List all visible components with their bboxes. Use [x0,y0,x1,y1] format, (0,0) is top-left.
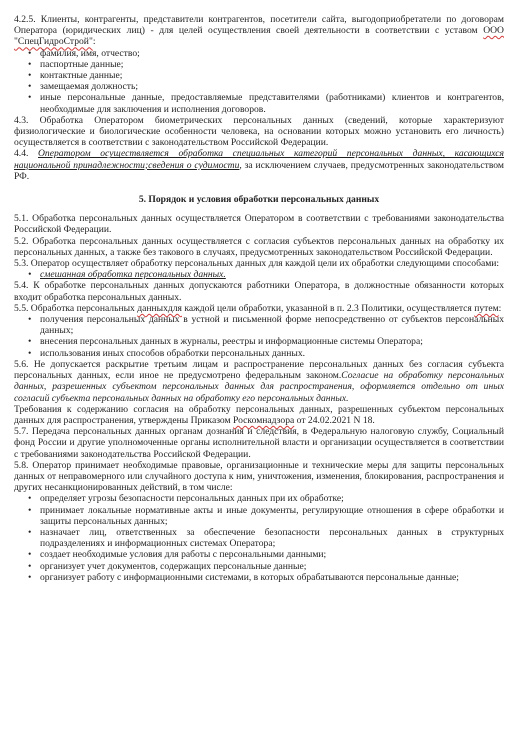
paragraph-text: : [92,36,96,48]
paragraph-5-5 [14,303,504,314]
list-5-3 [14,269,504,280]
paragraph-4-2-5 [14,14,504,48]
list-item: • принимает локальные нормативные акты и иные документы, регулирующие отношения в сфере обработки и защиты персональных данных; [40,505,504,527]
list-item: • определяет угрозы безопасности персональных данных при их обработке; [40,493,504,504]
paragraph-text: 5.5. Обработка персональных [14,302,138,314]
flagged-word: данныхдля [137,302,182,314]
list-4-2-5 [14,48,504,115]
paragraph-text: , за исключением случаев, предусмотренных законодательством РФ. [14,159,504,182]
flagged-word: Роскомнадзора [233,414,295,426]
paragraph-text: 4.4. [14,148,38,160]
list-item: • замещаемая должность; [40,81,504,92]
paragraph-5-8: 5.8. Оператор принимает необходимые правовые, организационные и технические меры для защиты персональных данных от неправомерного или случайного доступа к ним, уничтожения, изменения, блокирования, распространения и других несанкционированных действий, в том числе: [14,459,504,494]
list-item: • внесения персональных данных в журналы, реестры и информационные системы Оператора; [40,336,504,347]
paragraph-text: от 24.02.2021 N 18. [294,414,375,426]
list-item: • контактные данные; [40,70,504,81]
paragraph-5-6-requirements [14,404,504,426]
paragraph-text: 5.6. Не допускается раскрытие третьим лицам и распространение персональных данных без согласия субъекта персональных данных, если иное не предусмотрено федеральным законом. [14,358,504,382]
paragraph-text: : [498,302,502,314]
paragraph-italic-text: Согласие на обработку персональных данных, разрешенных субъектом персональных данных для распространения, оформляется отдельно от иных согласий субъекта персональных данных на обработку его персональных данных. [14,370,504,404]
paragraph-4-3: 4.3. Обработка Оператором биометрических персональных данных (сведений, которые характеризуют физиологические и биологические особенности человека, на основании которых можно установить его личность) осуществляется в соответствии с законодательством Российской Федерации. [14,114,504,149]
paragraph-5-1: 5.1. Обработка персональных данных осуществляется Оператором в соответствии с требованиями законодательства Российской Федерации. [14,213,504,236]
list-item: • получения персональных данных в устной и письменной форме непосредственно от субъектов персональных данных; [40,314,504,336]
paragraph-text: Требования к содержанию согласия на обработку персональных данных, разрешенных субъектом персональных данных для распространения, утверждены Приказом [14,403,504,426]
list-item: • создает необходимые условия для работы с персональными данными; [40,549,504,560]
paragraph-5-6 [14,359,504,404]
list-item: • организует работу с информационными системами, в которых обрабатываются персональные данные; [40,572,504,583]
list-item: • смешанная обработка персональных данных. [40,269,504,280]
list-item: • организует учет документов, содержащих персональные данные; [40,561,504,572]
paragraph-4-4 [14,148,504,182]
flagged-word: путем [474,302,499,314]
paragraph-text: 4.2.5. Клиенты, контрагенты, представители контрагентов, посетители сайта, выгодоприобретатели по договорам Оператора (юридических лиц) - для целей осуществления своей деятельности в соответствии с уставом [14,14,504,37]
list-item: • фамилия, имя, отчество; [40,48,504,59]
paragraph-5-3: 5.3. Оператор осуществляет обработку персональных данных для каждой цели их обработки следующими способами: [14,258,500,270]
list-5-8 [14,493,504,583]
paragraph-italic-text: Оператором осуществляется обработка специальных категорий персональных данных, касающихся национальной принадлежности;сведения о судимости [14,148,504,171]
paragraph-5-7: 5.7. Передача персональных данных органам дознания и следствия, в Федеральную налоговую службу, Социальный фонд России и другие уполномоченные органы исполнительной власти и организации осуществляется в соответствии с требованиями законодательства Российской Федерации. [14,426,504,460]
section-title: 5. Порядок и условия обработки персональных данных [138,194,380,206]
paragraph-5-4: 5.4. К обработке персональных данных допускаются работники Оператора, в должностные обязанности которых входит обработка персональных данных. [14,280,504,303]
list-item: • иные персональные данные, предоставляемые представителями (работниками) клиентов и контрагентов, необходимые для заключения и исполнения договоров. [40,92,504,114]
company-name: ООО "СпецГидроСтрой" [14,25,504,48]
paragraph-text: каждой цели обработки, указанной в п. 2.3 Политики, осуществляется [181,302,475,314]
paragraph-5-2: 5.2. Обработка персональных данных осуществляется с согласия субъектов персональных данных на обработку их персональных данных, а также без такового в случаях, предусмотренных законодательством Российской Федерации. [14,235,504,258]
list-item: • паспортные данные; [40,59,504,70]
list-item: • назначает лиц, ответственных за обеспечение безопасности персональных данных в структурных подразделениях и информационных системах Оператора; [40,527,504,549]
list-5-5 [14,314,504,359]
list-item: • использования иных способов обработки персональных данных. [40,348,504,359]
